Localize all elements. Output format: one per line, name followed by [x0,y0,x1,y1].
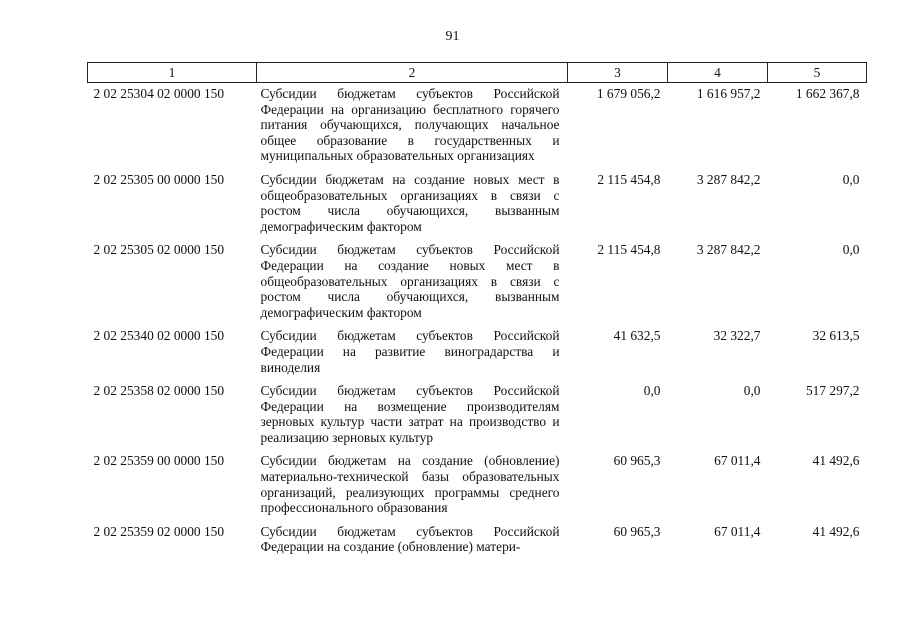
table-row [88,170,867,240]
table-row [88,522,867,561]
budget-code-cell: 2 02 25304 02 0000 150 [93,86,225,101]
amount-col5-cell: 1 662 367,8 [795,86,860,101]
description-cell: Субсидии бюджетам субъектов Российской Федерации на развитие виноградарства и виноделия [260,328,560,375]
amount-col3-cell: 2 115 454,8 [597,242,661,258]
budget-code-cell: 2 02 25359 00 0000 150 [93,453,225,469]
amount-col3-cell: 60 965,3 [613,453,661,469]
amount-col5-cell: 0,0 [842,171,860,187]
column-header-2: 2 [257,63,568,83]
amount-col5-cell: 41 492,6 [812,523,860,539]
amount-col3-cell: 0,0 [643,383,661,399]
amount-col5-cell: 32 613,5 [812,328,860,344]
amount-col4-cell: 1 616 957,2 [696,86,761,101]
description-cell: Субсидии бюджетам субъектов Российской Федерации на организацию бесплатного горячего питания обучающихся, получающих начальное общее образование в государственных и муниципальных образовательных организациях [260,86,560,164]
description-cell: Субсидии бюджетам субъектов Российской Федерации на создание (обновление) матери- [260,523,560,555]
amount-col4-cell: 0,0 [743,383,761,399]
amount-col3-cell: 1 679 056,2 [596,86,661,101]
budget-code-cell: 2 02 25340 02 0000 150 [93,328,225,344]
table-row [88,240,867,326]
column-number-header-row [88,63,867,83]
column-header-3: 3 [568,63,668,83]
table-row [88,381,867,451]
amount-col4-cell: 3 287 842,2 [696,242,761,258]
budget-code-cell: 2 02 25305 00 0000 150 [93,171,225,187]
amount-col5-cell: 0,0 [842,242,860,258]
amount-col4-cell: 32 322,7 [713,328,761,344]
description-cell: Субсидии бюджетам на создание новых мест в общеобразовательных организациях в связи с ростом числа обучающихся, вызванным демографическим фактором [260,171,560,234]
amount-col3-cell: 2 115 454,8 [597,171,661,187]
amount-col3-cell: 60 965,3 [613,523,661,539]
description-cell: Субсидии бюджетам субъектов Российской Федерации на возмещение производителям зерновых культур части затрат на производство и реализацию зерновых культур [260,383,560,445]
amount-col5-cell: 517 297,2 [805,383,860,399]
amount-col4-cell: 67 011,4 [714,453,761,469]
column-header-5: 5 [768,63,867,83]
description-cell: Субсидии бюджетам на создание (обновление) материально-технической базы образовательных организаций, реализующих программы среднего профессионального образования [260,453,560,516]
amount-col4-cell: 3 287 842,2 [696,171,761,187]
column-header-4: 4 [668,63,768,83]
table-row [88,83,867,170]
budget-code-cell: 2 02 25305 02 0000 150 [93,242,225,258]
page-number: 91 [445,29,460,44]
table-row [88,326,867,381]
amount-col4-cell: 67 011,4 [714,523,761,539]
column-header-1: 1 [88,63,257,83]
amount-col3-cell: 41 632,5 [613,328,661,344]
description-cell: Субсидии бюджетам субъектов Российской Федерации на создание новых мест в общеобразовательных организациях в связи с ростом числа обучающихся, вызванным демографическим фактором [260,242,560,320]
amount-col5-cell: 41 492,6 [812,453,860,469]
budget-code-cell: 2 02 25358 02 0000 150 [93,383,225,399]
table-row [88,451,867,521]
budget-revenue-table [87,62,867,561]
budget-code-cell: 2 02 25359 02 0000 150 [93,523,225,539]
